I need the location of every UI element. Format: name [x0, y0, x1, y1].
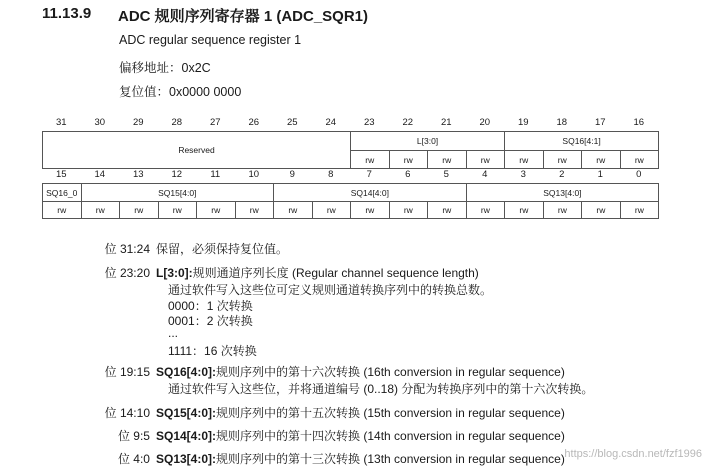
bit-number: 28: [171, 117, 183, 128]
desc-line-9-5: [156, 427, 565, 444]
desc-detail: 通过软件写入这些位可定义规则通道转换序列中的转换总数。: [168, 283, 493, 297]
desc-text-sq14: 规则序列中的第十四次转换 (14th conversion in regular sequence): [216, 429, 565, 443]
access-rw: rw: [351, 202, 390, 219]
desc-bits-14-10: 位 14:10: [104, 406, 150, 420]
desc-text-sq15: 规则序列中的第十五次转换 (15th conversion in regular sequence): [216, 406, 565, 420]
bit-number: 0: [636, 169, 642, 180]
desc-name-sq14: SQ14[4:0]:: [156, 429, 217, 443]
field-sq15: SQ15[4:0]: [81, 184, 274, 202]
bit-number: 30: [94, 117, 106, 128]
bit-number: 31: [55, 117, 67, 128]
access-rw: rw: [620, 151, 659, 169]
access-rw: rw: [197, 202, 236, 219]
bit-number: 7: [366, 169, 372, 180]
access-rw: rw: [582, 202, 621, 219]
bit-number: 21: [440, 117, 452, 128]
bit-number: 5: [443, 169, 449, 180]
desc-bits-31-24: 位 31:24: [104, 242, 150, 256]
bit-number: 1: [597, 169, 603, 180]
bit-number: 19: [517, 117, 529, 128]
access-rw: rw: [505, 151, 544, 169]
field-sq14: SQ14[4:0]: [274, 184, 467, 202]
bit-number: 2: [559, 169, 565, 180]
desc-name-sq15: SQ15[4:0]:: [156, 406, 217, 420]
desc-bits-4-0: 位 4:0: [117, 452, 150, 466]
desc-line-14-10: [156, 404, 565, 421]
field-sq16-0: SQ16_0: [43, 184, 82, 202]
access-rw: rw: [389, 202, 428, 219]
desc-detail: 1111：16 次转换: [168, 344, 257, 358]
bit-number: 20: [479, 117, 491, 128]
desc-line-4-0: [156, 450, 565, 467]
bit-number: 3: [520, 169, 526, 180]
desc-bits-9-5: 位 9:5: [117, 429, 150, 443]
bit-number: 25: [286, 117, 298, 128]
desc-name-sq13: SQ13[4:0]:: [156, 452, 217, 466]
offset-address: 偏移地址：0x2C: [119, 61, 211, 75]
access-rw: rw: [543, 151, 582, 169]
access-rw: rw: [428, 151, 467, 169]
bit-number: 11: [210, 169, 221, 180]
field-sq13: SQ13[4:0]: [466, 184, 659, 202]
bit-number: 26: [248, 117, 260, 128]
register-upper-table: [42, 131, 659, 169]
section-title: ADC 规则序列寄存器 1 (ADC_SQR1): [118, 8, 369, 25]
bit-number: 18: [556, 117, 568, 128]
field-sq16-upper: SQ16[4:1]: [505, 132, 659, 151]
bit-number: 23: [363, 117, 375, 128]
desc-name-l: L[3:0]:: [156, 266, 193, 280]
field-reserved: Reserved: [43, 132, 351, 169]
access-rw: rw: [158, 202, 197, 219]
access-rw: rw: [466, 202, 505, 219]
reset-value: 复位值：0x0000 0000: [119, 85, 242, 99]
access-rw: rw: [81, 202, 120, 219]
bit-number: 29: [132, 117, 144, 128]
desc-bits-23-20: 位 23:20: [104, 266, 150, 280]
desc-text-sq13: 规则序列中的第十三次转换 (13th conversion in regular sequence): [216, 452, 565, 466]
desc-bits-19-15: 位 19:15: [104, 365, 150, 379]
desc-detail: ...: [168, 326, 179, 340]
upper-bit-numbers: [42, 117, 658, 131]
bit-number: 17: [594, 117, 606, 128]
access-rw: rw: [274, 202, 313, 219]
bit-number: 15: [55, 169, 67, 180]
section-number: 11.13.9: [42, 5, 92, 22]
access-rw: rw: [120, 202, 159, 219]
access-rw: rw: [620, 202, 659, 219]
register-subtitle: ADC regular sequence register 1: [119, 33, 302, 47]
bit-number: 27: [209, 117, 221, 128]
bit-number: 4: [482, 169, 488, 180]
bit-number: 12: [171, 169, 183, 180]
bit-number: 13: [132, 169, 144, 180]
desc-name-sq16: SQ16[4:0]:: [156, 365, 217, 379]
desc-text-31-24: 保留，必须保持复位值。: [156, 242, 289, 256]
field-l: L[3:0]: [351, 132, 505, 151]
desc-detail: 0001：2 次转换: [168, 314, 253, 328]
desc-text-l: 规则通道序列长度 (Regular channel sequence length): [192, 266, 479, 280]
access-rw: rw: [428, 202, 467, 219]
bit-number: 16: [633, 117, 645, 128]
register-lower-table: [42, 183, 659, 219]
desc-detail: 0000：1 次转换: [168, 299, 253, 313]
access-rw: rw: [582, 151, 621, 169]
desc-text-sq16: 规则序列中的第十六次转换 (16th conversion in regular sequence): [216, 365, 565, 379]
lower-bit-numbers: [42, 169, 658, 183]
bit-number: 22: [402, 117, 414, 128]
desc-line-23-20: [156, 264, 479, 281]
access-rw: rw: [389, 151, 428, 169]
desc-detail: 通过软件写入这些位，并将通道编号 (0..18) 分配为转换序列中的第十六次转换。: [168, 382, 594, 396]
watermark: https://blog.csdn.net/fzf1996: [564, 448, 702, 460]
access-rw: rw: [235, 202, 274, 219]
access-rw: rw: [43, 202, 82, 219]
bit-number: 14: [94, 169, 106, 180]
bit-number: 8: [328, 169, 334, 180]
access-rw: rw: [505, 202, 544, 219]
access-rw: rw: [466, 151, 505, 169]
bit-number: 10: [248, 169, 260, 180]
bit-number: 6: [405, 169, 411, 180]
bit-number: 9: [289, 169, 295, 180]
access-rw: rw: [351, 151, 390, 169]
access-rw: rw: [543, 202, 582, 219]
desc-line-19-15: [156, 363, 565, 380]
bit-number: 24: [325, 117, 337, 128]
access-rw: rw: [312, 202, 351, 219]
